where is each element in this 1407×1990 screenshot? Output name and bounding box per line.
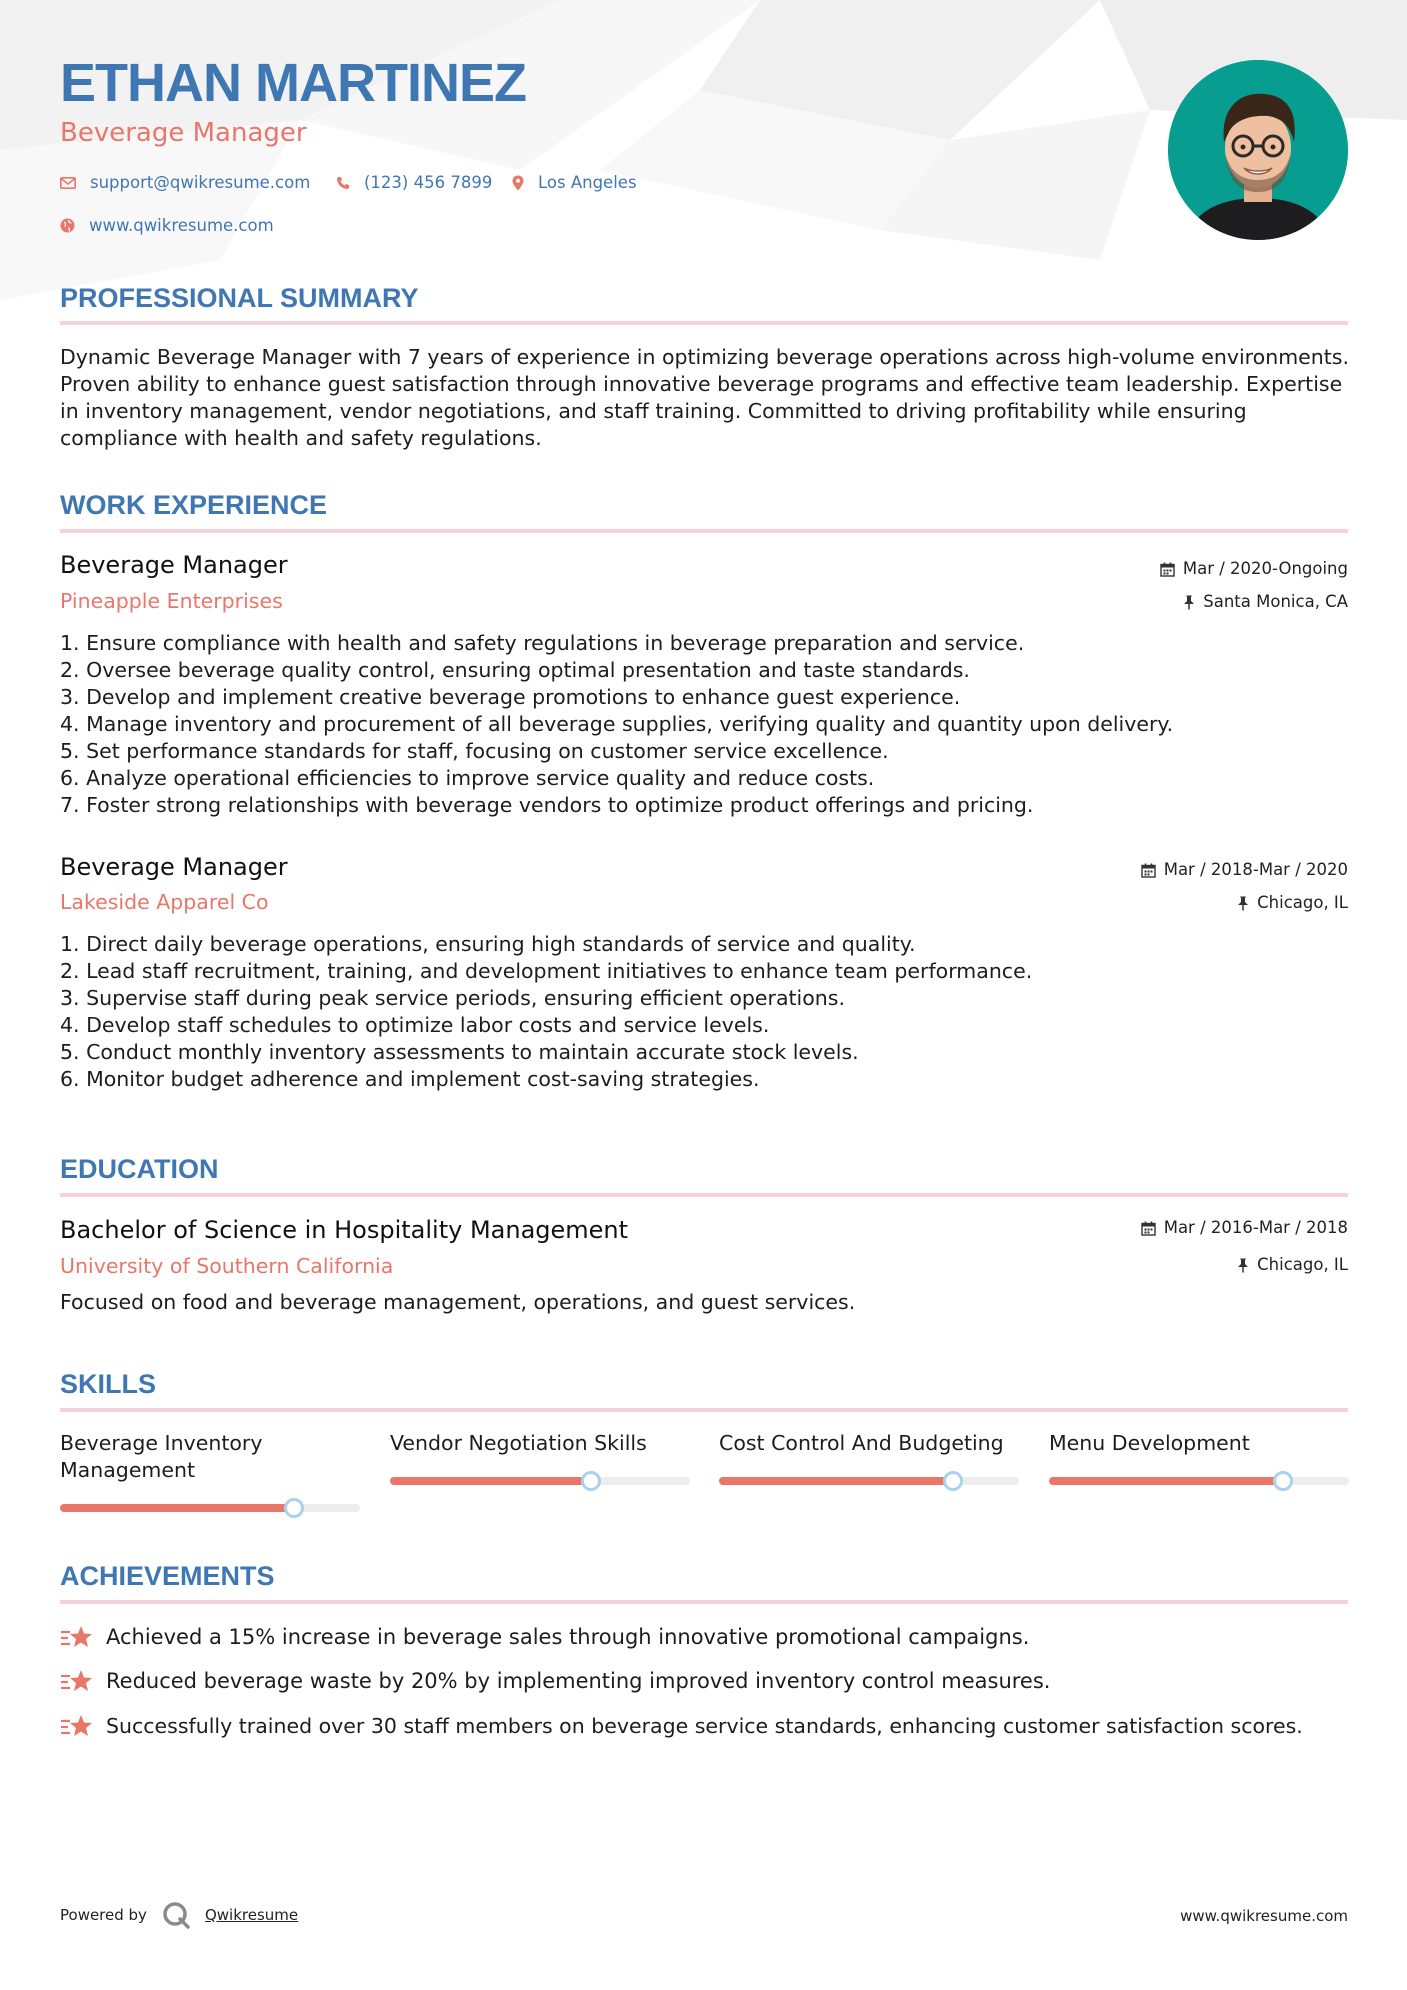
website-text: www.qwikresume.com — [89, 216, 274, 235]
job-location — [1183, 594, 1348, 611]
candidate-name: ETHAN MARTINEZ — [60, 53, 526, 113]
list-item: 7. Foster strong relationships with beverage vendors to optimize product offerings and pricing. — [60, 793, 1034, 817]
shooting-star-icon — [60, 1713, 94, 1739]
job-bullets — [60, 630, 1350, 819]
pushpin-icon — [1237, 896, 1249, 911]
skill-level-fill — [1049, 1477, 1283, 1485]
achievement-text: Achieved a 15% increase in beverage sales through innovative promotional campaigns. — [106, 1625, 1030, 1649]
education-degree: Bachelor of Science in Hospitality Management — [60, 1216, 629, 1244]
globe-icon — [60, 218, 75, 233]
list-item: 2. Oversee beverage quality control, ensuring optimal presentation and taste standards. — [60, 658, 970, 682]
phone-text: (123) 456 7899 — [364, 173, 493, 192]
list-item: 5. Set performance standards for staff, focusing on customer service excellence. — [60, 739, 889, 763]
contact-location — [512, 173, 637, 192]
achievement-item — [60, 1668, 1050, 1694]
education-location-text: Chicago, IL — [1257, 1255, 1348, 1274]
job-dates-text: Mar / 2020-Ongoing — [1182, 559, 1348, 578]
section-divider — [60, 321, 1348, 325]
list-item: 4. Manage inventory and procurement of all beverage supplies, verifying quality and quantity upon delivery. — [60, 712, 1174, 736]
calendar-icon — [1141, 1221, 1156, 1236]
skill-level-knob — [1273, 1471, 1293, 1491]
calendar-icon — [1160, 562, 1175, 577]
skill-name: Menu Development — [1049, 1431, 1250, 1455]
list-item: 4. Develop staff schedules to optimize labor costs and service levels. — [60, 1013, 770, 1037]
education-dates-text: Mar / 2016-Mar / 2018 — [1163, 1218, 1348, 1237]
section-title-education: EDUCATION — [60, 1154, 219, 1184]
skill-item — [719, 1430, 1019, 1457]
list-item: 3. Supervise staff during peak service periods, ensuring efficient operations. — [60, 986, 845, 1010]
skill-item — [60, 1430, 360, 1484]
skill-level-knob — [284, 1498, 304, 1518]
job-bullets — [60, 931, 1350, 1093]
section-divider — [60, 1600, 1348, 1604]
list-item: 3. Develop and implement creative beverage promotions to enhance guest experience. — [60, 685, 961, 709]
location-text: Los Angeles — [538, 173, 637, 192]
achievement-text: Successfully trained over 30 staff members on beverage service standards, enhancing customer satisfaction scores. — [106, 1714, 1303, 1738]
section-title-skills: SKILLS — [60, 1369, 157, 1399]
calendar-icon — [1141, 863, 1156, 878]
skill-level-knob — [943, 1471, 963, 1491]
job-title: Beverage Manager — [60, 551, 288, 579]
section-divider — [60, 1408, 1348, 1412]
skill-level-bar — [719, 1477, 1019, 1485]
list-item: 6. Monitor budget adherence and implement cost-saving strategies. — [60, 1067, 760, 1091]
summary-text: Dynamic Beverage Manager with 7 years of experience in optimizing beverage operations across high-volume environments. Proven ability to enhance guest satisfaction through innovative beverage programs and effective team leadership. Expertise in inventory management, vendor negotiations, and staff training. Committed to driving profitability while ensuring compliance with health and safety regulations. — [60, 345, 1350, 450]
list-item: 2. Lead staff recruitment, training, and development initiatives to enhance team performance. — [60, 959, 1033, 983]
job-title: Beverage Manager — [60, 853, 288, 881]
skill-level-fill — [390, 1477, 591, 1485]
achievement-item — [60, 1713, 1303, 1739]
job-company: Pineapple Enterprises — [60, 589, 283, 613]
avatar-illustration — [1168, 60, 1348, 240]
skill-name: Cost Control And Budgeting — [719, 1431, 1004, 1455]
section-divider — [60, 529, 1348, 533]
achievement-text: Reduced beverage waste by 20% by implementing improved inventory control measures. — [106, 1669, 1051, 1693]
powered-by-label: Powered by — [60, 1906, 147, 1924]
skill-level-bar — [390, 1477, 690, 1485]
job-company: Lakeside Apparel Co — [60, 890, 269, 914]
list-item: 5. Conduct monthly inventory assessments to maintain accurate stock levels. — [60, 1040, 859, 1064]
email-text: support@qwikresume.com — [90, 173, 311, 192]
skill-name: Beverage Inventory Management — [60, 1431, 263, 1482]
job-dates — [1141, 862, 1348, 879]
candidate-role: Beverage Manager — [60, 118, 307, 148]
shooting-star-icon — [60, 1624, 94, 1650]
skill-item — [390, 1430, 690, 1457]
skill-name: Vendor Negotiation Skills — [390, 1431, 647, 1455]
pushpin-icon — [1183, 595, 1195, 610]
profile-photo — [1168, 60, 1348, 240]
contact-website[interactable] — [60, 216, 274, 235]
list-item: 1. Direct daily beverage operations, ensuring high standards of service and quality. — [60, 932, 916, 956]
education-location — [1237, 1257, 1348, 1274]
skill-level-fill — [719, 1477, 953, 1485]
footer-website[interactable]: www.qwikresume.com — [1180, 1907, 1348, 1925]
skill-level-bar — [1049, 1477, 1349, 1485]
contact-email[interactable] — [60, 173, 310, 192]
qwikresume-link[interactable]: Qwikresume — [204, 1906, 299, 1924]
envelope-icon — [60, 177, 76, 189]
qwikresume-logo-icon — [161, 1900, 191, 1930]
education-school: University of Southern California — [60, 1254, 394, 1278]
education-dates — [1141, 1220, 1348, 1237]
skill-item — [1049, 1430, 1349, 1457]
job-location-text: Santa Monica, CA — [1203, 592, 1348, 611]
education-description: Focused on food and beverage management, operations, and guest services. — [60, 1290, 856, 1314]
job-location-text: Chicago, IL — [1257, 893, 1348, 912]
skill-level-bar — [60, 1504, 360, 1512]
phone-icon — [336, 176, 350, 190]
list-item: 6. Analyze operational efficiencies to improve service quality and reduce costs. — [60, 766, 875, 790]
section-title-summary: PROFESSIONAL SUMMARY — [60, 283, 419, 313]
shooting-star-icon — [60, 1668, 94, 1694]
job-location — [1237, 895, 1348, 912]
skill-level-fill — [60, 1504, 294, 1512]
footer-powered-by — [60, 1900, 298, 1930]
map-pin-icon — [512, 175, 524, 191]
list-item: 1. Ensure compliance with health and safety regulations in beverage preparation and service. — [60, 631, 1025, 655]
pushpin-icon — [1237, 1258, 1249, 1273]
section-title-achievements: ACHIEVEMENTS — [60, 1561, 275, 1591]
contact-phone[interactable] — [336, 173, 492, 192]
section-divider — [60, 1193, 1348, 1197]
section-title-experience: WORK EXPERIENCE — [60, 490, 328, 520]
skill-level-knob — [581, 1471, 601, 1491]
achievement-item — [60, 1624, 1029, 1650]
job-dates-text: Mar / 2018-Mar / 2020 — [1163, 860, 1348, 879]
job-dates — [1160, 561, 1348, 578]
